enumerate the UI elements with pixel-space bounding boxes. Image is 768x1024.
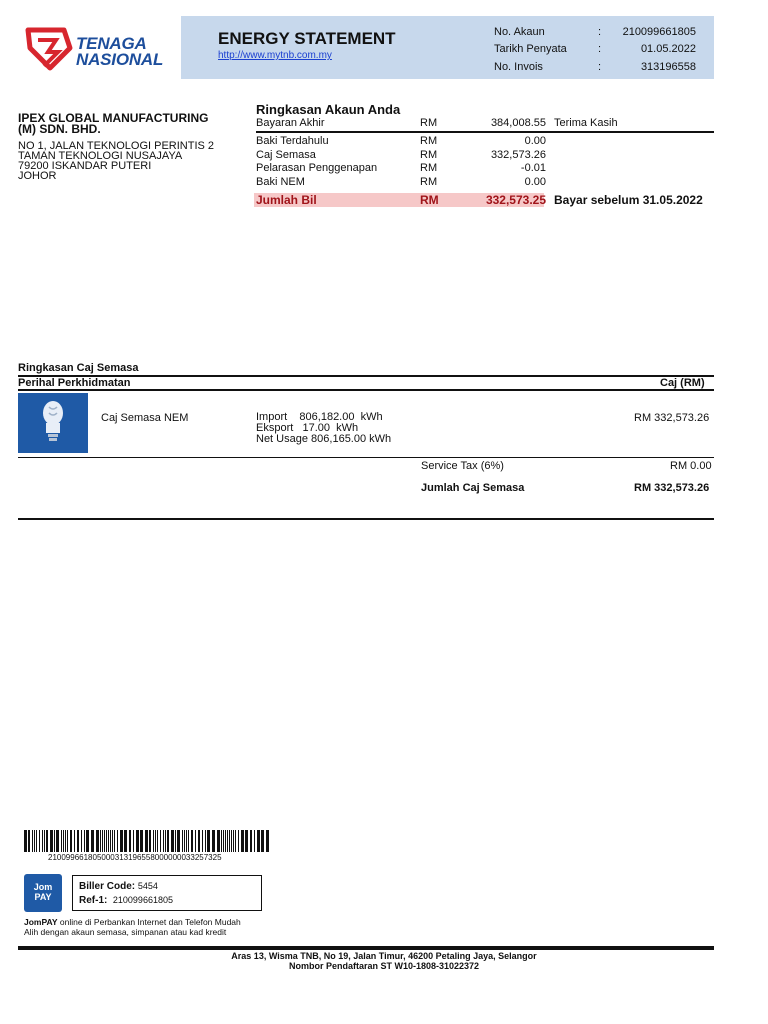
lightbulb-icon bbox=[18, 393, 88, 453]
biller-box: Biller Code: 5454 Ref-1: 210099661805 bbox=[72, 875, 262, 911]
jompay-info: JomPAY online di Perbankan Internet dan Telefon Mudah Alih dengan akaun semasa, simpanan atau kad kredit bbox=[24, 917, 241, 937]
footer-divider bbox=[18, 946, 714, 950]
tax-label: Service Tax (6%) bbox=[421, 460, 504, 472]
total-bill-row: Jumlah Bil RM 332,573.25 Bayar sebelum 31.05.2022 bbox=[256, 193, 703, 207]
charges-heading: Ringkasan Caj Semasa bbox=[18, 362, 139, 374]
divider bbox=[18, 389, 714, 391]
charges-total-label: Jumlah Caj Semasa bbox=[421, 482, 525, 494]
tax-amount: RM 0.00 bbox=[670, 460, 712, 472]
invoice-number-row: No. Invois : 313196558 bbox=[494, 61, 696, 73]
website-link[interactable]: http://www.mytnb.com.my bbox=[218, 50, 332, 61]
last-payment-row: Bayaran Akhir RM 384,008.55 Terima Kasih bbox=[256, 117, 618, 129]
summary-row: Baki Terdahulu RM 0.00 bbox=[256, 135, 546, 147]
jompay-logo-icon: Jom PAY bbox=[24, 874, 62, 912]
account-number-row: No. Akaun : 210099661805 bbox=[494, 26, 696, 38]
divider bbox=[18, 457, 714, 458]
customer-name: IPEX GLOBAL MANUFACTURING (M) SDN. BHD. bbox=[18, 111, 209, 136]
item-name: Caj Semasa NEM bbox=[101, 412, 189, 424]
divider bbox=[18, 518, 714, 520]
address-line: TAMAN TEKNOLOGI NUSAJAYA bbox=[18, 150, 183, 162]
barcode-icon bbox=[24, 830, 272, 852]
col-service: Perihal Perkhidmatan bbox=[18, 377, 131, 389]
summary-row: Baki NEM RM 0.00 bbox=[256, 176, 546, 188]
address-line: NO 1, JALAN TEKNOLOGI PERINTIS 2 bbox=[18, 140, 215, 152]
charges-total-amount: RM 332,573.26 bbox=[634, 482, 710, 494]
address-line: 79200 ISKANDAR PUTERI bbox=[18, 160, 152, 172]
usage-block: Import 806,182.00 kWh Eksport 17.00 kWh Net Usage 806,165.00 kWh bbox=[256, 411, 392, 445]
footer-address: Aras 13, Wisma TNB, No 19, Jalan Timur, 46200 Petaling Jaya, Selangor bbox=[231, 951, 537, 961]
divider bbox=[256, 131, 714, 133]
summary-row: Pelarasan Penggenapan RM -0.01 bbox=[256, 162, 546, 174]
address-line: JOHOR bbox=[18, 170, 57, 182]
item-amount: RM 332,573.26 bbox=[634, 412, 710, 424]
customer-block bbox=[18, 113, 224, 181]
barcode-number: 210099661805000313196558000000033257325 bbox=[48, 853, 222, 862]
summary-heading: Ringkasan Akaun Anda bbox=[256, 102, 401, 117]
col-charge: Caj (RM) bbox=[660, 377, 705, 389]
summary-row: Caj Semasa RM 332,573.26 bbox=[256, 149, 546, 161]
footer-registration: Nombor Pendaftaran ST W10-1808-31022372 bbox=[288, 961, 480, 971]
statement-title: ENERGY STATEMENT bbox=[218, 29, 396, 48]
brand-name: TENAGA NASIONAL bbox=[76, 34, 164, 69]
statement-date-row: Tarikh Penyata : 01.05.2022 bbox=[494, 43, 696, 55]
